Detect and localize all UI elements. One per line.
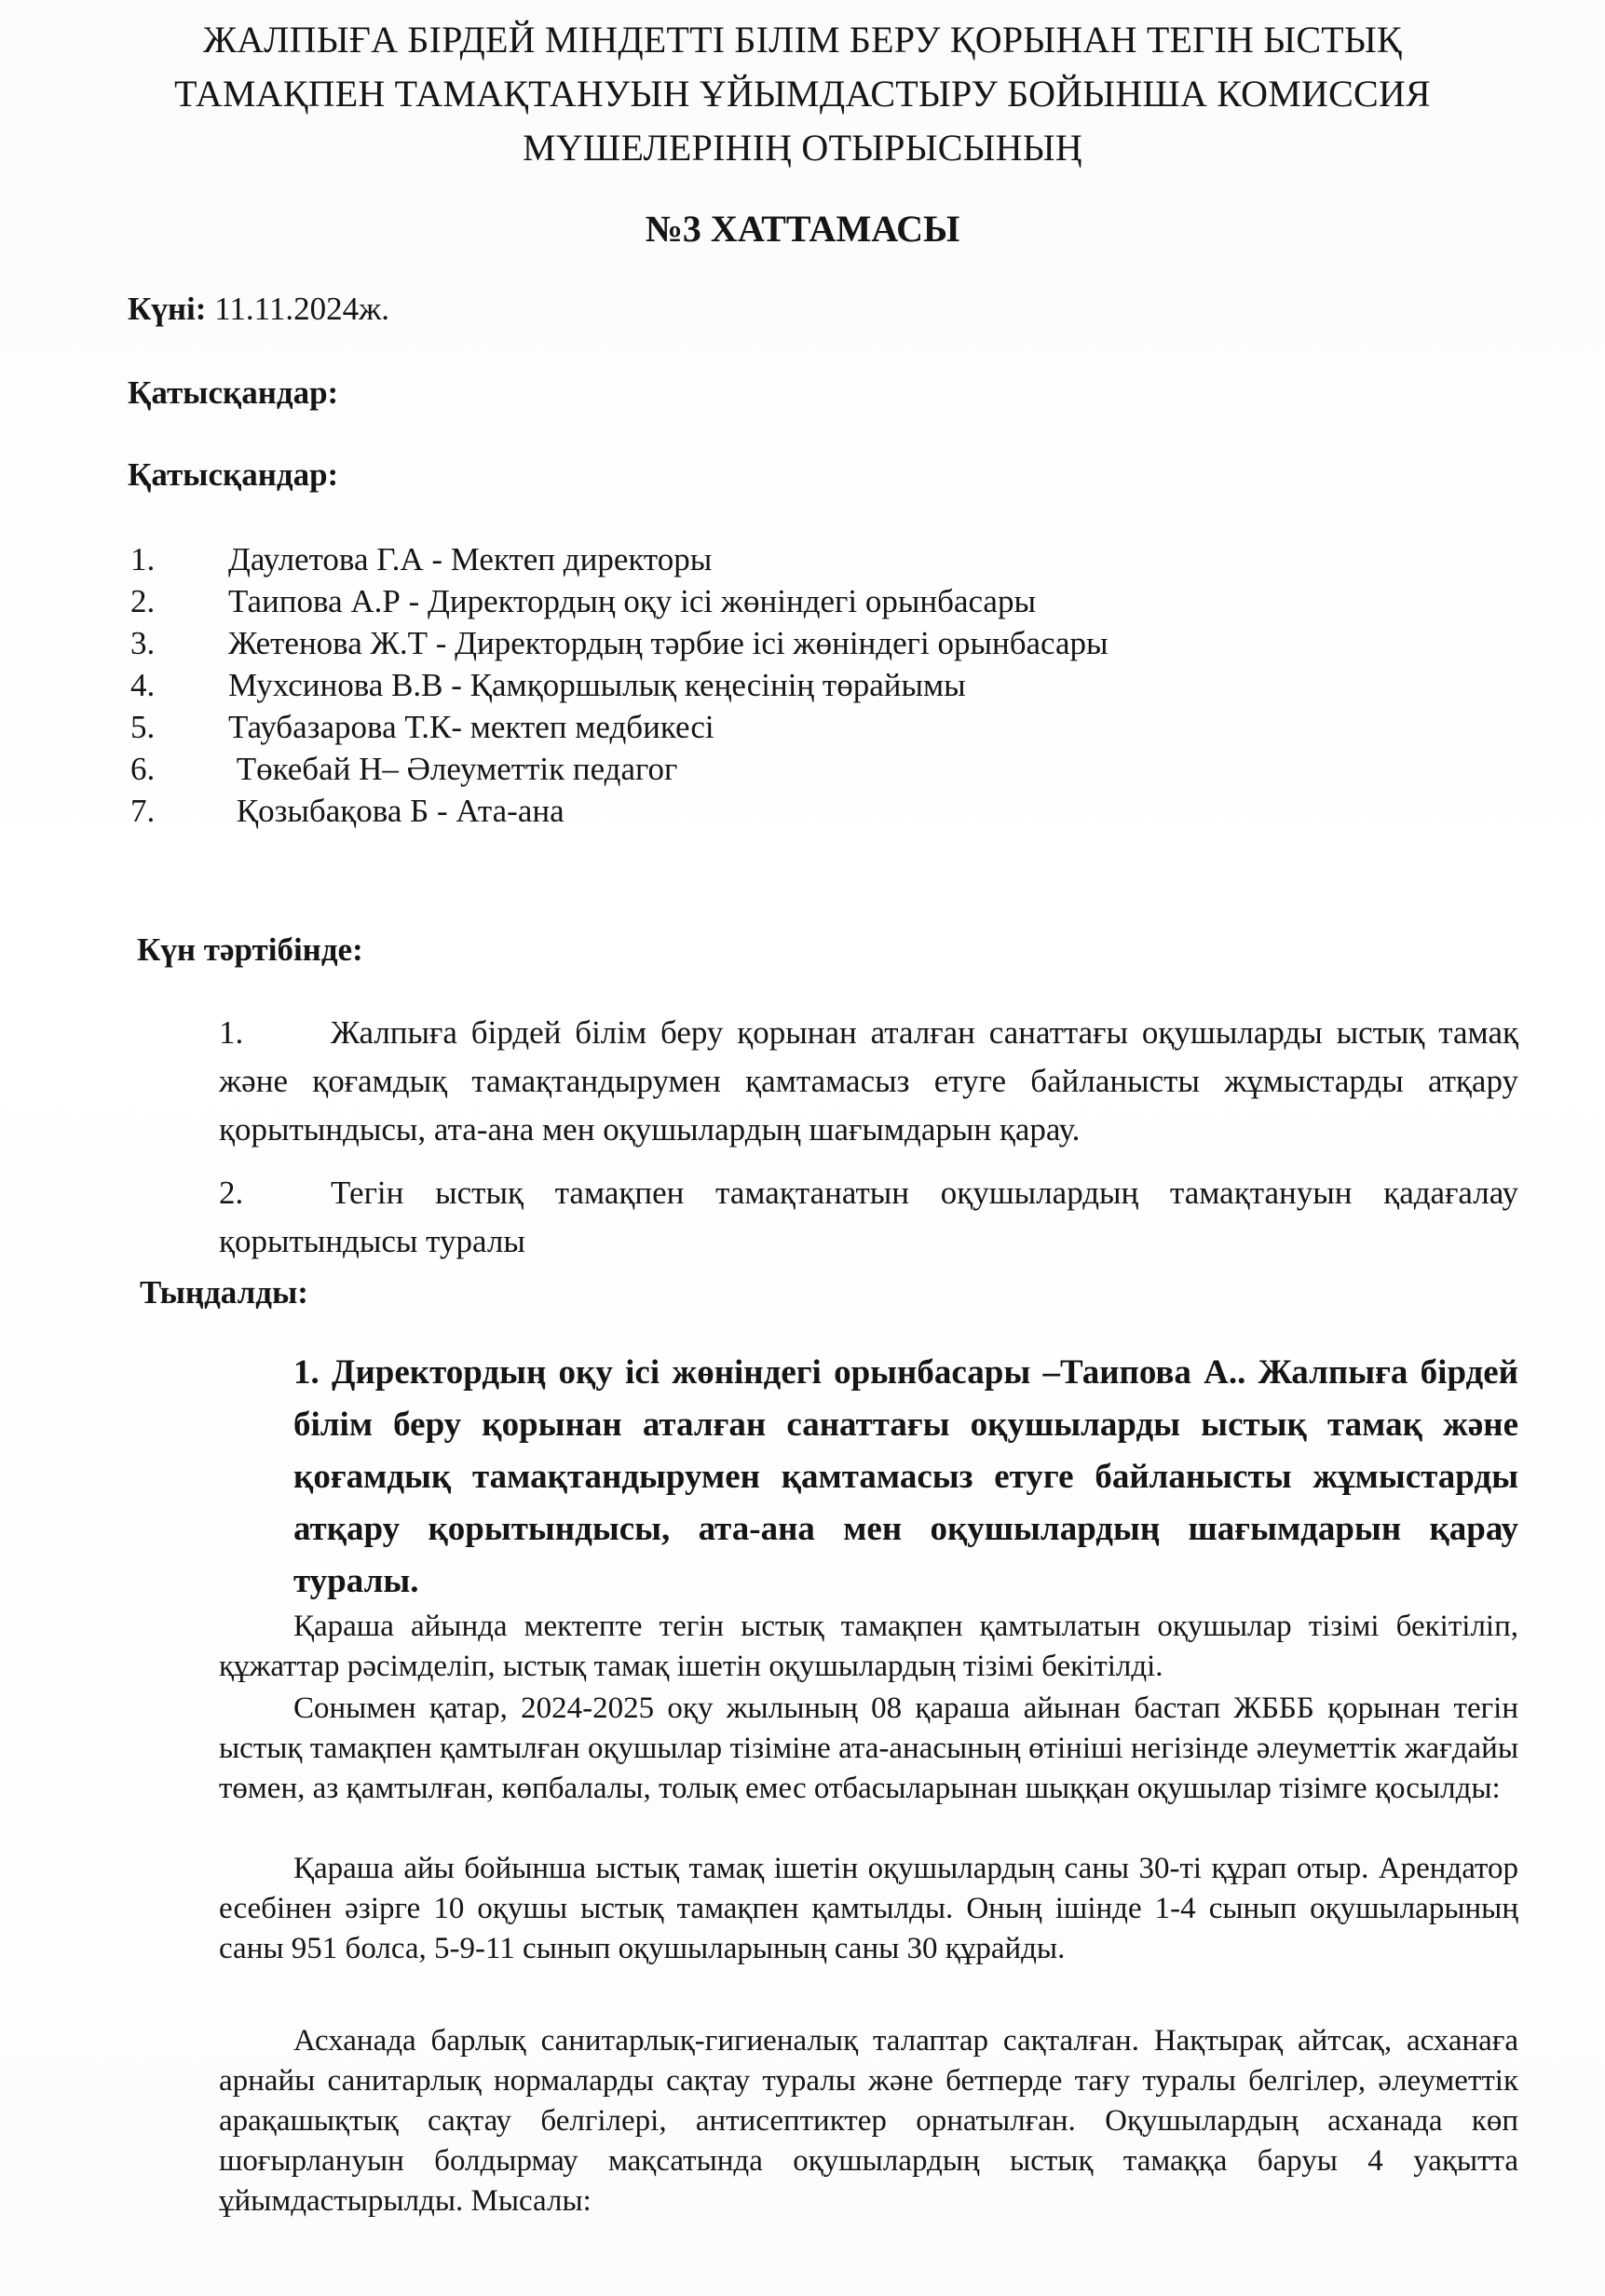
participants-heading: Қатысқандар: — [128, 374, 339, 411]
agenda-item-1 — [219, 1009, 1518, 1154]
participant-text: Төкебай Н– Әлеуметтік педагог — [228, 751, 678, 787]
participant-number: 6. — [130, 751, 156, 787]
agenda-number: 2. — [219, 1175, 244, 1211]
participant-number: 1. — [130, 541, 156, 577]
participant-number: 3. — [130, 625, 156, 661]
body-paragraph: Сонымен қатар, 2024-2025 оқу жылының 08 қараша айынан бастап ЖБББ қорынан тегін ыстық тамақпен қамтылған оқушылар тізіміне ата-анасының өтініші негізінде әлеуметтік жағдайы төмен, аз қамтылған, көпбалалы, толық емес отбасыларынан шыққан оқушылар тізімге қосылды: — [219, 1691, 1518, 1805]
participant-text: Даулетова Г.А - Мектеп директоры — [228, 541, 713, 577]
participant-number: 5. — [130, 709, 156, 745]
participants-heading-repeat: Қатысқандар: — [128, 456, 339, 493]
agenda-heading: Күн тәртібінде: — [137, 931, 363, 968]
title-line-1: ЖАЛПЫҒА БІРДЕЙ МІНДЕТТІ БІЛІМ БЕРУ ҚОРЫНАН ТЕГІН ЫСТЫҚ — [203, 19, 1402, 61]
participant-item — [130, 664, 1109, 706]
participant-text: Таипова А.Р - Директордың оқу ісі жөніндегі орынбасары — [228, 583, 1036, 619]
participant-number: 2. — [130, 583, 156, 619]
agenda-text: Тегін ыстық тамақпен тамақтанатын оқушылардың тамақтануын қадағалау қорытындысы туралы — [219, 1175, 1518, 1259]
participant-item — [130, 790, 1109, 832]
body-paragraph: Асханада барлық санитарлық-гигиеналық талаптар сақталған. Нақтырақ айтсақ, асханаға арнайы санитарлық нормаларды сақтау туралы және бетперде тағу туралы белгілер, әлеуметтік арақашықтық сақтау белгілері, антисептиктер орнатылған. Оқушылардың асханада көп шоғырлануын болдырмау мақсатында оқушылардың ыстық тамаққа баруы 4 уақытта ұйымдастырылды. Мысалы: — [219, 2024, 1518, 2218]
participant-text: Таубазарова Т.К- мектеп медбикесі — [228, 709, 714, 745]
participant-number: 7. — [130, 793, 156, 829]
heard-item: 1. Директордың оқу ісі жөніндегі орынбасары –Таипова А.. Жалпыға бірдей білім беру қорынан аталған санаттағы оқушыларды ыстық тамақ және қоғамдық тамақтандырумен қамтамасыз етуге байланысты жұмыстарды атқару қорытындысы, ата-ана мен оқушылардың шағымдарын қарау туралы. — [293, 1353, 1518, 1600]
participant-text: Жетенова Ж.Т - Директордың тәрбие ісі жөніндегі орынбасары — [228, 625, 1109, 661]
participant-item — [130, 622, 1109, 664]
heard-heading: Тыңдалды: — [140, 1274, 308, 1311]
meeting-date — [128, 291, 389, 328]
agenda-item-2 — [219, 1169, 1518, 1266]
participant-item — [130, 706, 1109, 748]
participant-item — [130, 538, 1109, 580]
participant-item — [130, 748, 1109, 790]
body-paragraph: Қараша айында мектепте тегін ыстық тамақпен қамтылатын оқушылар тізімі бекітіліп, құжаттар рәсімделіп, ыстық тамақ ішетін оқушылардың тізімі бекітілді. — [219, 1610, 1518, 1683]
body-paragraph: Қараша айы бойынша ыстық тамақ ішетін оқушылардың саны 30-ті құрап отыр. Арендатор есебінен әзірге 10 оқушы ыстық тамақпен қамтылды. Оның ішінде 1-4 сынып оқушыларының саны 951 болса, 5-9-11 сынып оқушыларының саны 30 құрайды. — [219, 1852, 1518, 1965]
document-title — [140, 13, 1465, 175]
participants-list — [130, 538, 1109, 832]
title-line-3: МҮШЕЛЕРІНІҢ ОТЫРЫСЫНЫҢ — [523, 127, 1082, 169]
participant-number: 4. — [130, 667, 156, 703]
date-value: 11.11.2024ж. — [214, 291, 390, 327]
agenda-text: Жалпыға бірдей білім беру қорынан аталған санаттағы оқушыларды ыстық тамақ және қоғамдық тамақтандырумен қамтамасыз етуге байланысты жұмыстарды атқару қорытындысы, ата-ана мен оқушылардың шағымдарын қарау. — [219, 1014, 1518, 1148]
protocol-number: №3 ХАТТАМАСЫ — [645, 208, 960, 250]
participant-text: Қозыбақова Б - Ата-ана — [228, 793, 564, 829]
participant-text: Мухсинова В.В - Қамқоршылық кеңесінің төрайымы — [228, 667, 966, 703]
agenda-number: 1. — [219, 1014, 244, 1051]
participant-item — [130, 580, 1109, 622]
date-label: Күні: — [128, 291, 207, 327]
title-line-2: ТАМАҚПЕН ТАМАҚТАНУЫН ҰЙЫМДАСТЫРУ БОЙЫНША КОМИССИЯ — [174, 73, 1431, 115]
